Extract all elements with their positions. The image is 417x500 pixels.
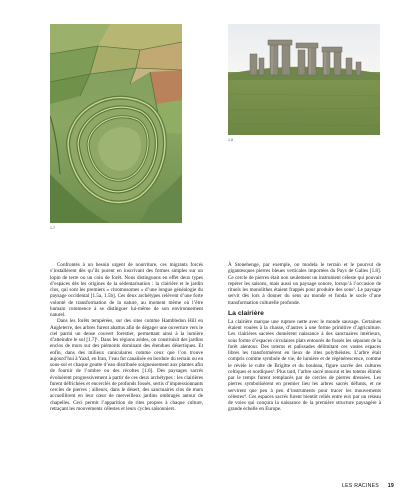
page-number: 19 (387, 483, 394, 489)
stonehenge-photo-caption: 1.8 (228, 138, 233, 142)
paragraph: Dans les forêts tempérées, sur des sites comme Hambledon Hill en Angleterre, des arbres furent abattus afin de dégager une ouverture vers le ciel parmi un dense couvert forestier, permettant ainsi à la lumière d’atteindre le sol [1.7]¹. Dans les régions arides, on construisit des jardins enclos de murs sur des piémonts dominant des étendues désertiques. Et enfin, dans des milieux caniculaires comme ceux que l’on trouve aujourd’hui à Yazd, en Iran, l’eau fut canalisée en bordure du terrain ou en sous-sol et chaque goutte d’eau distribuée soigneusement aux plantes afin de fournir de l’ombre ou des récoltes [1.6]. Des paysages sacrés évoluèrent progressivement à partir de ces deux archétypes : les clairières furent défrichées et encerclés de profonds fossés, sertis d’impressionnants cercles de pierres ; ailleurs, dans le désert, des sanctuaires clos de murs accueillirent en leur cœur de merveilleux jardins ombragés autour de chapelles. Ceci permit l’apparition de rites propres à chaque culture, retraçant les mouvements célestes et leurs cycles saisonniers. (50, 318, 204, 412)
paragraph: À Stonehenge, par exemple, on modela le terrain et le pourvut de gigantesques pierres bleues verticales importées du Pays de Galles [1.8]. Ce cercle de pierres était non seulement un instrument céleste qui pouvait repérer les saisons, mais aussi un paysage sonore, lorsqu’à l’occasion de rituels les monolithes étaient frappés pour produire des sons². Le paysage servit dès lors à donner du sens au monde et fonda le socle d’une transformation culturelle profonde. (228, 262, 381, 306)
aerial-hillfort-image (50, 24, 182, 223)
stonehenge-photo (228, 24, 380, 135)
paragraph: Confrontés à un besoin urgent de nourriture, ces migrants forcés s’installèrent dès qu’ils purent en inscrivant des formes simples sur un lopin de terre ou un coin de forêt. Nous distinguons en effet deux types d’espaces dès les origines de la sédentarisation : la clairière et le jardin clos, qui sont les premiers « chromosomes » d’une longue généalogie du paysage occidental [1.5a, 1.5b]. Ces deux archétypes relèvent d’une forte volonté de transformation de la nature, au moment même où l’être humain commence à se distinguer lui-même de son environnement naturel. (50, 262, 203, 318)
page-footer (342, 483, 394, 489)
paragraph: La clairière marque une rupture nette avec le monde sauvage. Certaines étaient vouées à la chasse, d’autres à une forme primitive d’agriculture. Les clairières sacrées donnèrent naissance à des sanctuaires intérieurs, sous forme d’espaces circulaires plats entourés de fossés les séparant de la forêt alentour. Des totems et palissades délimitant ces vastes espaces libres les transformèrent en lieux de rites polythéistes. L’arbre était compris comme symbole de vie, de lumière et de régénérescence, comme le révèle le culte de Brigitte et du bouleau, figure sacrée des cultures celtiques et nordiques³. Plus tard, l’arbre sacré mourut et les totems élimés par le temps furent remplacés par de cercles de pierres dressées. Les pierres symbolisèrent en premier lieu les arbres sacrés défunts, et ne servirent que peu à peu d’instruments pour tracer les mouvements célestes⁴. Ces espaces sacrés furent bientôt reliés entre eux par un réseau de voies qui conçura la naissance de la première structure paysagère à grande échelle en Europe. (228, 318, 382, 413)
aerial-hillfort-photo (50, 24, 182, 223)
aerial-photo-caption: 1.7 (50, 226, 55, 230)
left-text-column (50, 262, 203, 412)
stonehenge-image (228, 24, 380, 135)
section-heading: La clairière (228, 309, 264, 317)
right-text-column (228, 262, 381, 413)
running-footer-section: LES RACINES (341, 483, 380, 489)
